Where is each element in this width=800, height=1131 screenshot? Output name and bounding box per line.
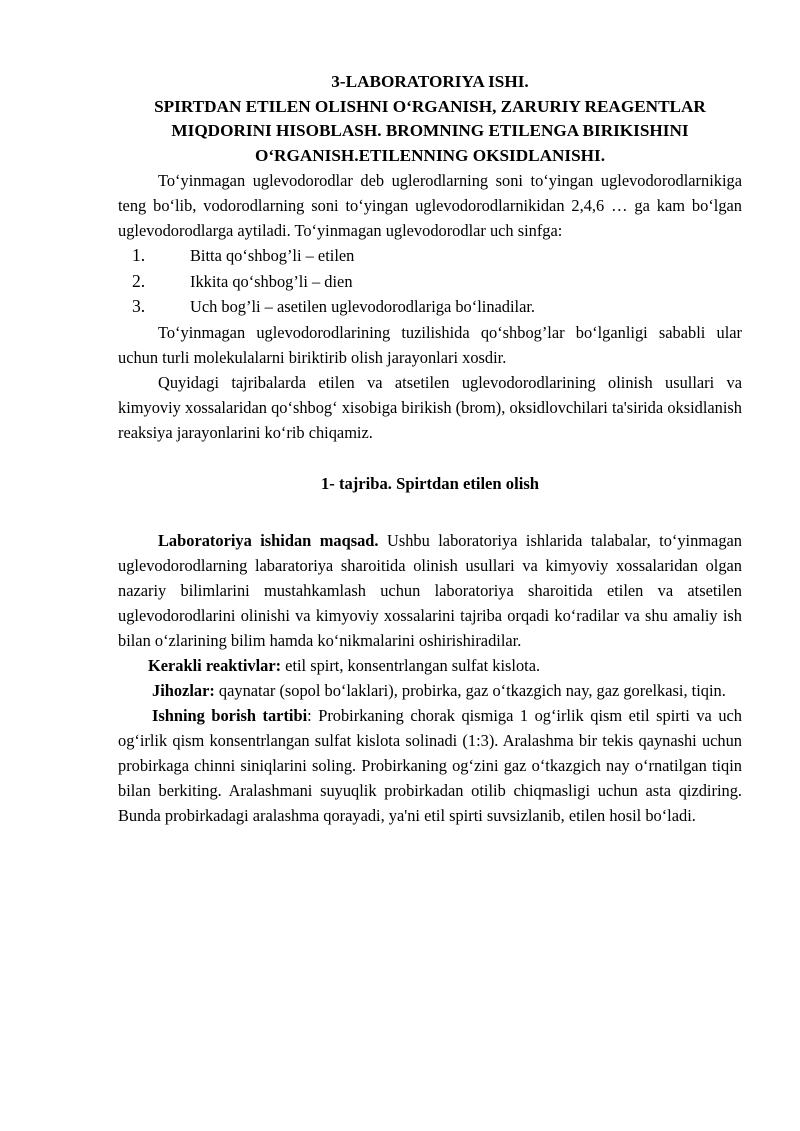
list-item (118, 269, 742, 295)
maqsad-text: Ushbu laboratoriya ishlarida talabalar, to‘yinmagan uglevodorodlarning labaratoriya sharoitida olinish usullari va kimyoviy xossalaridan olgan nazariy bilimlarini mustahkamlash uchun laboratoriya sharoitida etilen va atsetilen uglevodorodlarini olinishi va kimyoviy xossalarini tajriba orqadi ko‘radilar va shu amaliy ish bilan o‘zlarining bilim hamda ko‘nikmalarini oshirishiradilar. (118, 530, 742, 650)
title-line-2: SPIRTDAN ETILEN OLISHNI O‘RGANISH, ZARURIY REAGENTLAR (154, 96, 706, 116)
list-item-label: Bitta qo‘shbog’li – etilen (190, 246, 355, 265)
title-line-1: 3-LABORATORIYA ISHI. (331, 72, 529, 91)
jihozlar-lead: Jihozlar: (152, 680, 215, 700)
reaktivlar-text: etil spirt, konsentrlangan sulfat kislota. (281, 655, 541, 675)
paragraph-jihozlar (118, 678, 742, 703)
spacer-before-subheading (118, 445, 742, 471)
list-item-number: 3. (132, 296, 146, 316)
document-content (118, 70, 742, 828)
paragraph-after-list: To‘yinmagan uglevodorodlarining tuzilishida qo‘shbog’lar bo‘lganligi sababli ular uchun turli molekulalarni biriktirib olish jarayonlari xosdir. (118, 322, 742, 367)
reaktivlar-lead: Kerakli reaktivlar: (148, 655, 282, 675)
paragraph-maqsad (118, 528, 742, 653)
title-line-3: MIQDORINI HISOBLASH. BROMNING ETILENGA BIRIKISHINI (171, 121, 689, 140)
jihozlar-text: qaynatar (sopol bo‘laklari), probirka, gaz o‘tkazgich nay, gaz gorelkasi, tiqin. (214, 680, 726, 700)
list-item-number: 1. (132, 245, 146, 265)
unsaturated-classes-list (118, 243, 742, 320)
spacer-after-subheading (118, 496, 742, 528)
tartibi-text: : Probirkaning chorak qismiga 1 og‘irlik qism etil spirti va uch og‘irlik qism konsentrlangan sulfat kislota solinadi (1:3). Aralashma bir tekis qaynashi uchun probirkaga chinni siniqlarini soling. Probirkaning og‘zini gaz o‘tkazgich nay o‘rnatilgan tiqin bilan berkiting. Aralashmani suyuqlik probirkadan otilib chiqmasligi uchun asta qizdiring. Bunda probirkadagi aralashma qorayadi, ya'ni etil spirti suvsizlanib, etilen hosil bo‘ladi. (118, 705, 742, 825)
title-line-4: O‘RGANISH.ETILENNING OKSIDLANISHI. (254, 145, 606, 165)
paragraph-reaktivlar (118, 653, 742, 678)
list-item-number: 2. (132, 270, 146, 291)
experiment-heading: 1- tajriba. Spirtdan etilen olish (320, 473, 540, 493)
paragraph-quyidagi: Quyidagi tajribalarda etilen va atsetilen uglevodorodlarining olinish usullari va kimyoviy xossalaridan qo‘shbog‘ xisobiga birikish (brom), oksidlovchilari ta'sirida oksidlanish reaksiya jarayonlarini ko‘rib chiqamiz. (118, 372, 742, 442)
list-item-label: Uch bog’li – asetilen uglevodorodlariga bo‘linadilar. (190, 297, 536, 316)
paragraph-tartibi (118, 703, 742, 828)
list-item-label: Ikkita qo‘shbog’li – dien (190, 271, 353, 291)
document-title-block (118, 70, 742, 168)
list-item (118, 243, 742, 269)
intro-paragraph: To‘yinmagan uglevodorodlar deb uglerodlarning soni to‘yingan uglevodorodlarnikiga teng bo‘lib, vodorodlarning soni to‘yingan uglevodorodlarnikidan 2,4,6 … ga kam bo‘lgan uglevodorodlarga aytiladi. To‘yinmagan uglevodorodlar uch sinfga: (118, 171, 742, 240)
maqsad-lead: Laboratoriya ishidan maqsad. (158, 530, 379, 550)
list-item (118, 294, 742, 320)
tartibi-lead: Ishning borish tartibi (152, 705, 308, 725)
